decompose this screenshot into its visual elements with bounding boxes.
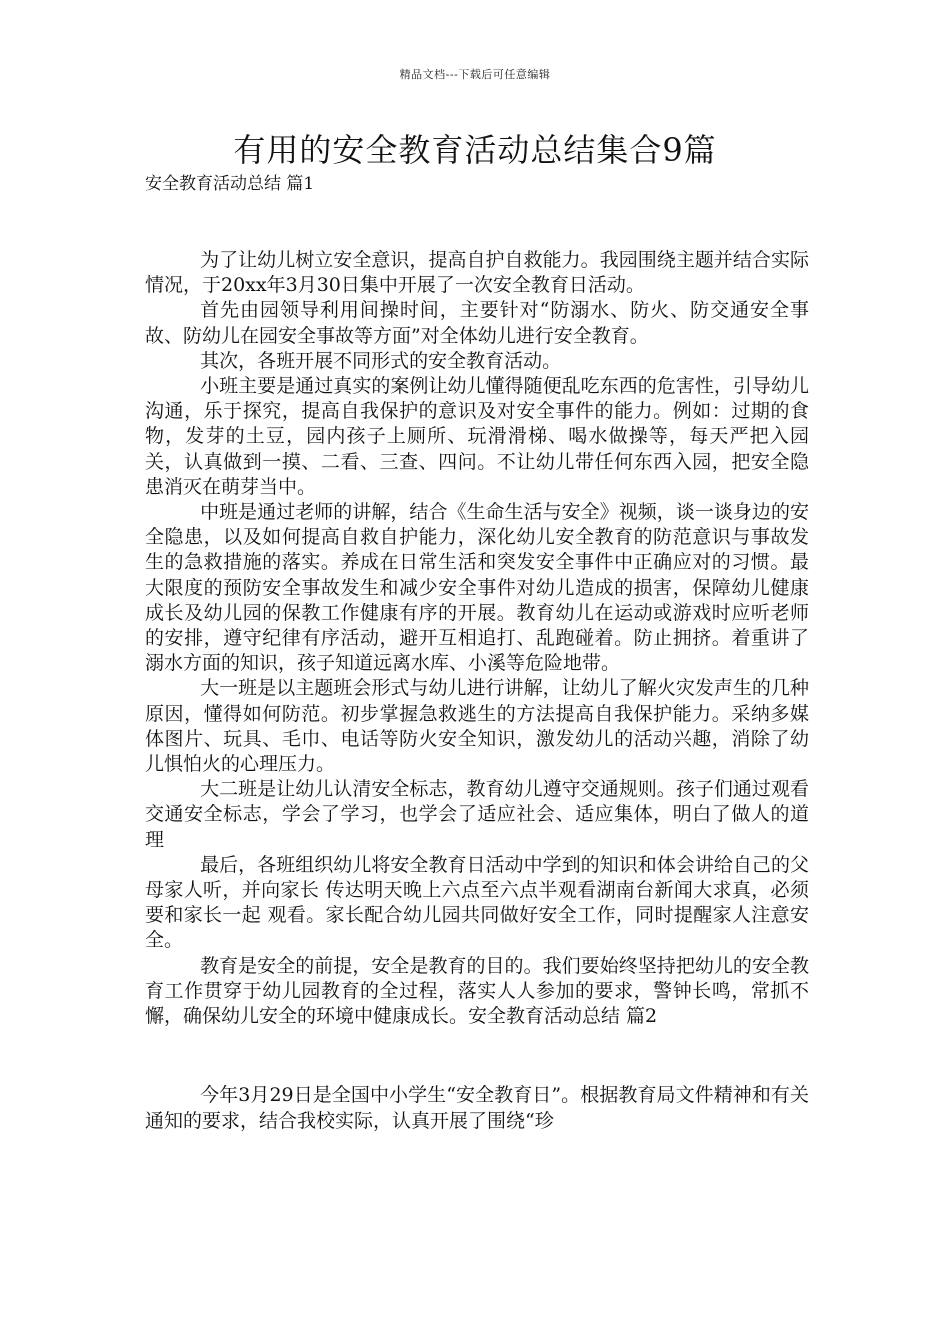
paragraph: 最后，各班组织幼儿将安全教育日活动中学到的知识和体会讲给自己的父母家人听，并向家长 传达明天晚上六点至六点半观看湖南台新闻大求真，必须要和家长一起 观看。家长配合幼儿园共同做好安全工作，同时提醒家人注意安全。: [145, 853, 809, 952]
paragraph: 首先由园领导利用间操时间，主要针对“防溺水、防火、防交通安全事故、防幼儿在园安全事故等方面”对全体幼儿进行安全教育。: [145, 299, 809, 347]
paragraph: 大二班是让幼儿认清安全标志，教育幼儿遵守交通规则。孩子们通过观看交通安全标志，学会了学习，也学会了适应社会、适应集体，明白了做人的道理: [145, 778, 809, 851]
paragraph: 其次，各班开展不同形式的安全教育活动。: [200, 349, 562, 372]
paragraph: 小班主要是通过真实的案例让幼儿懂得随便乱吃东西的危害性，引导幼儿沟通，乐于探究，提高自我保护的意识及对安全事件的能力。例如：过期的食物，发芽的土豆，园内孩子上厕所、玩滑滑梯、喝水做操等，每天严把入园关，认真做到一摸、二看、三查、四问。不让幼儿带任何东西入园，把安全隐患消灭在萌芽当中。: [145, 375, 809, 498]
spacer: [145, 1029, 809, 1083]
paragraph: 为了让幼儿树立安全意识，提高自护自救能力。我园围绕主题并结合实际情况，于20xx年3月30日集中开展了一次安全教育日活动。: [145, 249, 809, 297]
document-body: [145, 172, 809, 1134]
page-header-note: 精品文档---下载后可任意编辑: [399, 68, 551, 81]
paragraph: 教育是安全的前提，安全是教育的目的。我们要始终坚持把幼儿的安全教育工作贯穿于幼儿园教育的全过程，落实人人参加的要求，警钟长鸣，常抓不懈，确保幼儿安全的环境中健康成长。安全教育活动总结 篇2: [145, 954, 809, 1028]
paragraph: 大一班是以主题班会形式与幼儿进行讲解，让幼儿了解火灾发声生的几种原因，懂得如何防范。初步掌握急救逃生的方法提高自我保护能力。采纳多媒体图片、玩具、毛巾、电话等防火安全知识，激发幼儿的活动兴趣，消除了幼儿惧怕火的心理压力。: [145, 677, 809, 776]
document-title: 有用的安全教育活动总结集合9篇: [233, 131, 717, 169]
section-heading: 安全教育活动总结 篇1: [145, 174, 315, 194]
spacer: [145, 197, 809, 248]
paragraph: 中班是通过老师的讲解，结合《生命生活与安全》视频，谈一谈身边的安全隐患，以及如何提高自救自护能力，深化幼儿安全教育的防范意识与事故发生的急救措施的落实。养成在日常生活和突发安全事件中正确应对的习惯。最大限度的预防安全事故发生和减少安全事件对幼儿造成的损害，保障幼儿健康成长及幼儿园的保教工作健康有序的开展。教育幼儿在运动或游戏时应听老师的安排，遵守纪律有序活动，避开互相追打、乱跑碰着。防止拥挤。着重讲了溺水方面的知识，孩子知道远离水库、小溪等危险地带。: [145, 501, 809, 675]
paragraph: 今年3月29日是全国中小学生“安全教育日”。根据教育局文件精神和有关通知的要求，结合我校实际，认真开展了围绕“珍: [145, 1084, 809, 1132]
